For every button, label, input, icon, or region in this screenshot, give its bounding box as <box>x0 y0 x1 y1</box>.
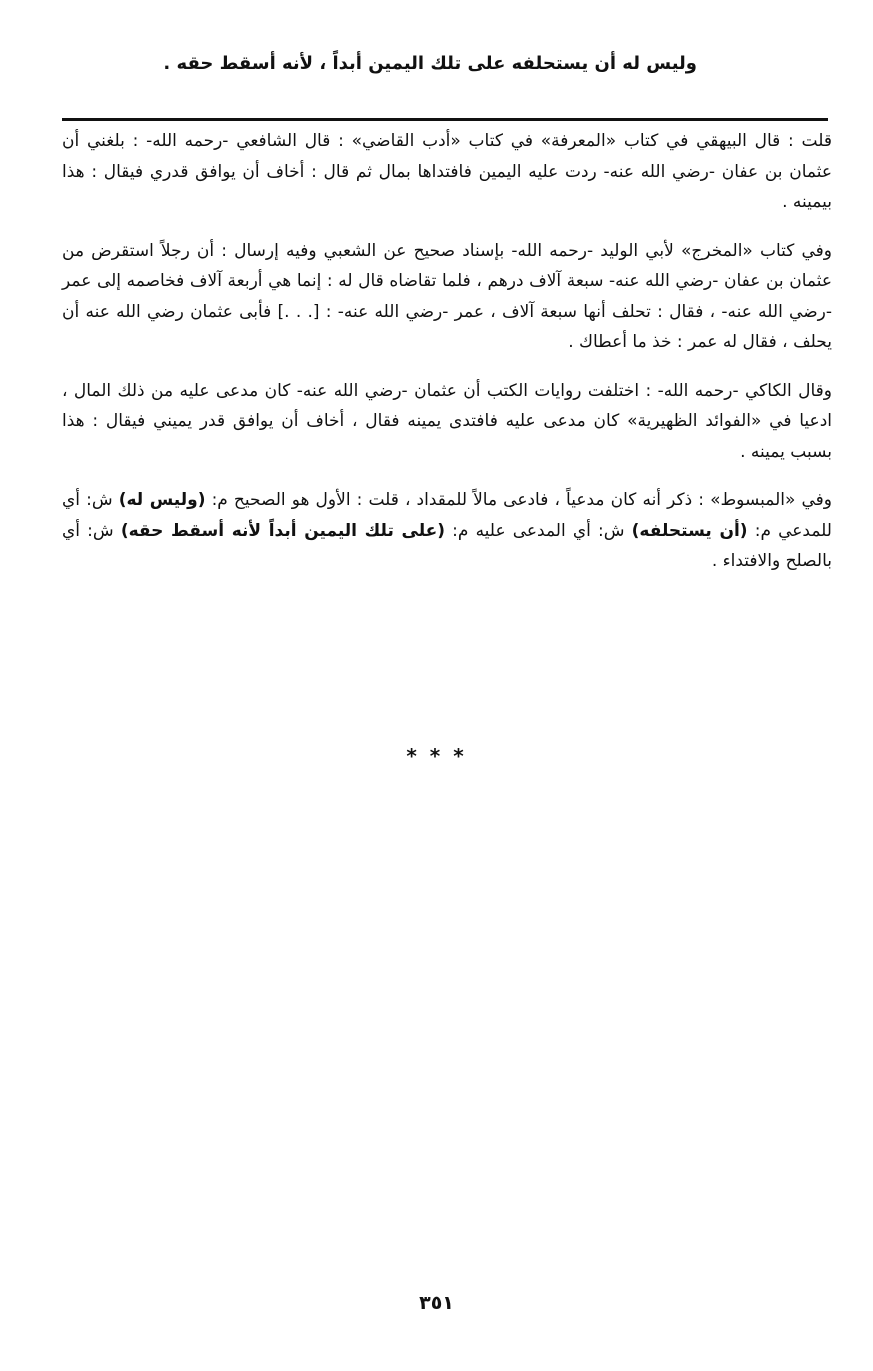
explanation-3: ش: أي بالصلح والافتداء . <box>62 520 832 571</box>
commentary-paragraph-3: وقال الكاكي -رحمه الله- : اختلفت روايات الكتب أن عثمان -رضي الله عنه- كان مدعى عليه من ذلك المال ، ادعيا في «الفوائد الظهيرية» كان مدعى عليه فافتدى يمينه فقال ، أخاف أن يوافق قدر يميني فيقال : هذا بسبب يمينه . <box>62 380 832 462</box>
quoted-text-2: (أن يستحلفه) <box>631 520 748 541</box>
explanation-2: ش: أي المدعى عليه م: <box>445 520 632 541</box>
quoted-text-1: (وليس له) <box>118 490 206 510</box>
page-number: ٣٥١ <box>419 1292 454 1314</box>
commentary-paragraph-4 <box>62 485 832 577</box>
quoted-text-3: (على تلك اليمين أبداً لأنه أسقط حقه) <box>120 520 446 541</box>
commentary-paragraph-1: قلت : قال البيهقي في كتاب «المعرفة» في كتاب «أدب القاضي» : قال الشافعي -رحمه الله- : بلغني أن عثمان بن عفان -رضي الله عنه- ردت عليه اليمين فافتداها بمال ثم قال : أخاف أن يوافق قدري فيقال : هذا بيمينه . <box>62 131 832 212</box>
section-separator: * * * <box>406 744 467 768</box>
explanation-1: ش: أي للمدعي م: <box>62 490 832 541</box>
paragraph-4-intro: وفي «المبسوط» : ذكر أنه كان مدعياً ، فادعى مالاً للمقداد ، قلت : الأول هو الصحيح م: <box>211 490 832 510</box>
main-text-line: وليس له أن يستحلفه على تلك اليمين أبداً ، لأنه أسقط حقه . <box>163 53 697 74</box>
commentary-section <box>62 126 832 595</box>
footnote-divider <box>62 118 828 121</box>
commentary-paragraph-2: وفي كتاب «المخرج» لأبي الوليد -رحمه الله- بإسناد صحيح عن الشعبي وفيه إرسال : أن رجلاً استقرض من عثمان بن عفان -رضي الله عنه- سبعة آلاف درهم ، فلما تقاضاه قال له : إنما هي أربعة آلاف فخاصمه إلى عمر -رضي الله عنه- ، فقال : تحلف أنها سبعة آلاف ، عمر -رضي الله عنه- : [. . .] فأبى عثمان رضي الله عنه أن يحلف ، فقال له عمر : خذ ما أعطاك . <box>62 240 832 352</box>
